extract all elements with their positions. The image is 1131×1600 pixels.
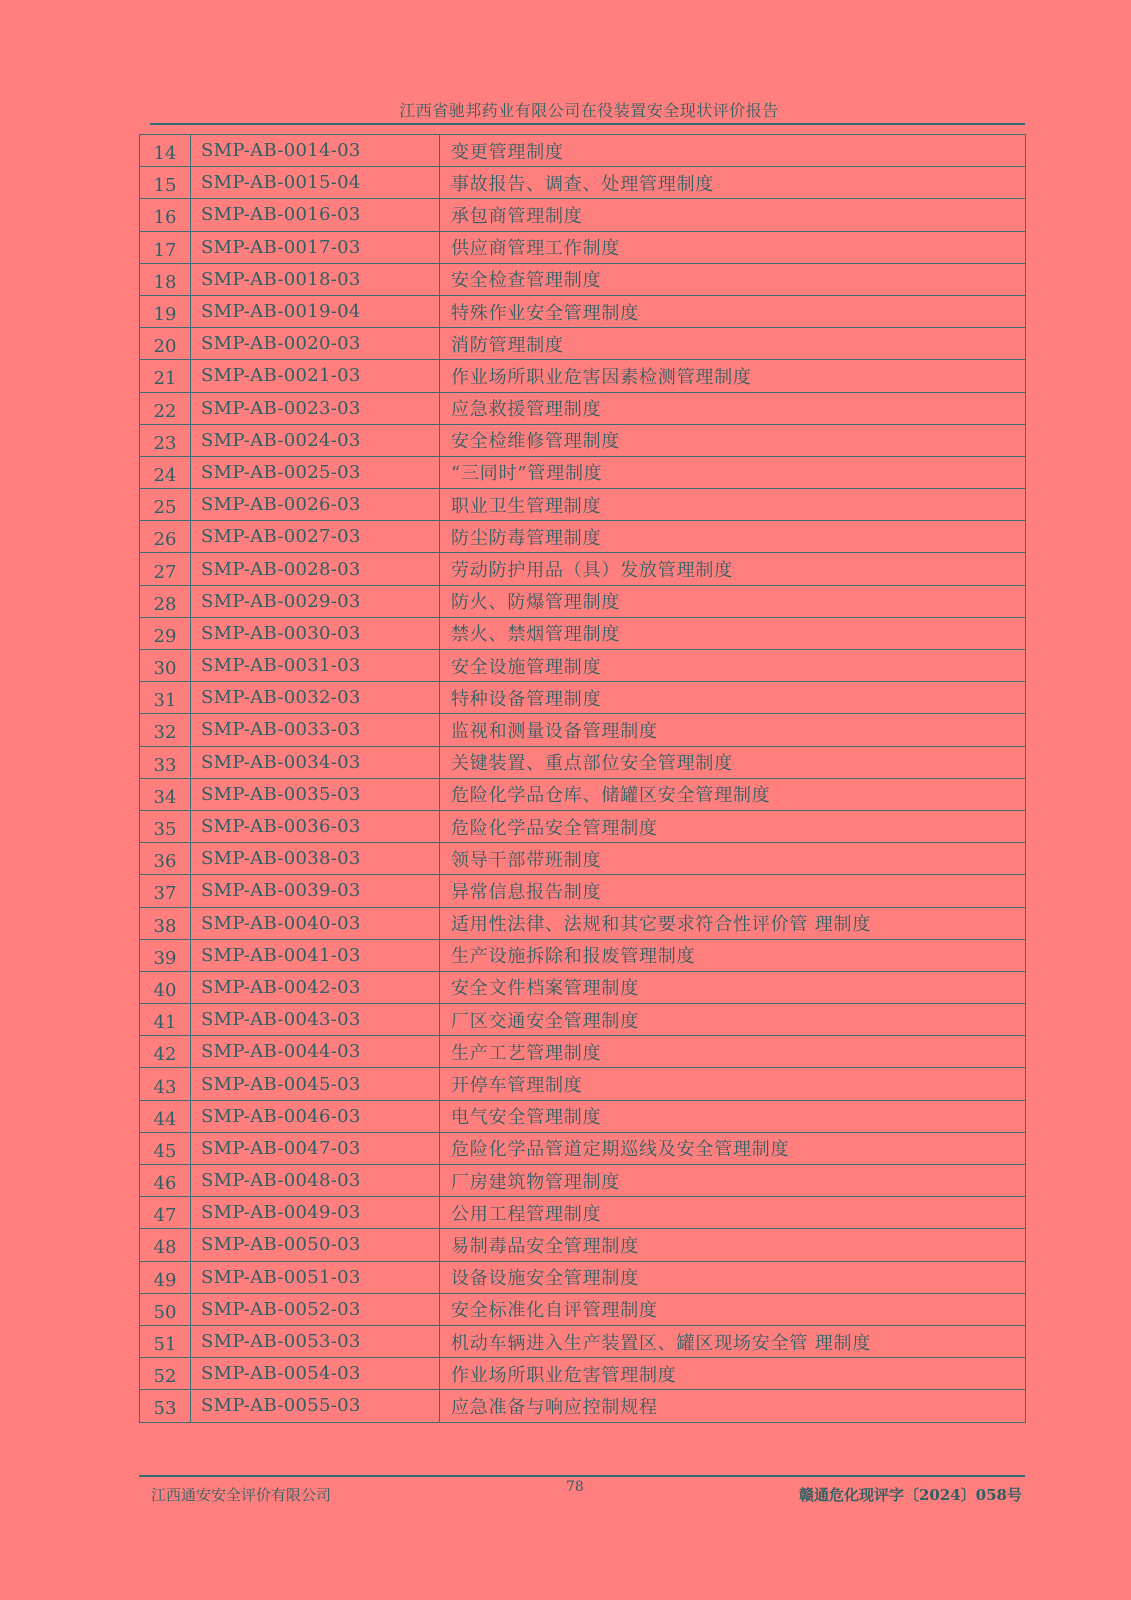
- document-code: SMP-AB-0017-03: [191, 231, 440, 263]
- table-row: [140, 1004, 1026, 1036]
- document-code: SMP-AB-0024-03: [191, 424, 440, 456]
- report-number: 赣通危化现评字〔2024〕058号: [798, 1486, 1022, 1504]
- table-row: [140, 875, 1026, 907]
- table-row: [140, 617, 1026, 649]
- document-code: SMP-AB-0055-03: [191, 1390, 440, 1422]
- table-row: [140, 1165, 1026, 1197]
- table-row: [140, 714, 1026, 746]
- document-name: 劳动防护用品（具）发放管理制度: [440, 553, 1026, 585]
- row-index: 50: [140, 1293, 191, 1325]
- document-code: SMP-AB-0029-03: [191, 585, 440, 617]
- document-code: SMP-AB-0050-03: [191, 1229, 440, 1261]
- row-index: 15: [140, 167, 191, 199]
- row-index: 20: [140, 328, 191, 360]
- document-name: 变更管理制度: [440, 135, 1026, 167]
- document-code: SMP-AB-0039-03: [191, 875, 440, 907]
- row-index: 28: [140, 585, 191, 617]
- document-code: SMP-AB-0052-03: [191, 1293, 440, 1325]
- document-name: 开停车管理制度: [440, 1068, 1026, 1100]
- table-row: [140, 810, 1026, 842]
- document-name: 特殊作业安全管理制度: [440, 295, 1026, 327]
- row-index: 21: [140, 360, 191, 392]
- table-row: [140, 1068, 1026, 1100]
- table-row: [140, 1229, 1026, 1261]
- document-name: 厂房建筑物管理制度: [440, 1165, 1026, 1197]
- document-name: 关键装置、重点部位安全管理制度: [440, 746, 1026, 778]
- document-name: 安全标准化自评管理制度: [440, 1293, 1026, 1325]
- document-code: SMP-AB-0043-03: [191, 1004, 440, 1036]
- document-code: SMP-AB-0016-03: [191, 199, 440, 231]
- document-code: SMP-AB-0047-03: [191, 1132, 440, 1164]
- document-code: SMP-AB-0021-03: [191, 360, 440, 392]
- row-index: 30: [140, 650, 191, 682]
- document-name: 适用性法律、法规和其它要求符合性评价管 理制度: [440, 907, 1026, 939]
- document-code: SMP-AB-0049-03: [191, 1197, 440, 1229]
- header-divider: [150, 123, 1025, 125]
- document-name: 防火、防爆管理制度: [440, 585, 1026, 617]
- document-name: 公用工程管理制度: [440, 1197, 1026, 1229]
- document-code: SMP-AB-0023-03: [191, 392, 440, 424]
- table-row: [140, 553, 1026, 585]
- row-index: 47: [140, 1197, 191, 1229]
- table-row: [140, 939, 1026, 971]
- table-row: [140, 521, 1026, 553]
- row-index: 46: [140, 1165, 191, 1197]
- footer-divider: [139, 1475, 1025, 1477]
- document-code: SMP-AB-0019-04: [191, 295, 440, 327]
- row-index: 42: [140, 1036, 191, 1068]
- table-row: [140, 1197, 1026, 1229]
- row-index: 29: [140, 617, 191, 649]
- row-index: 44: [140, 1100, 191, 1132]
- table-row: [140, 971, 1026, 1003]
- document-name: 应急准备与响应控制规程: [440, 1390, 1026, 1422]
- document-name: 危险化学品安全管理制度: [440, 810, 1026, 842]
- table-row: [140, 199, 1026, 231]
- table-row: [140, 456, 1026, 488]
- row-index: 38: [140, 907, 191, 939]
- document-code: SMP-AB-0028-03: [191, 553, 440, 585]
- row-index: 26: [140, 521, 191, 553]
- document-name: 安全设施管理制度: [440, 650, 1026, 682]
- table-body: [140, 135, 1026, 1423]
- document-name: 防尘防毒管理制度: [440, 521, 1026, 553]
- document-code: SMP-AB-0027-03: [191, 521, 440, 553]
- table-row: [140, 843, 1026, 875]
- document-code: SMP-AB-0044-03: [191, 1036, 440, 1068]
- row-index: 22: [140, 392, 191, 424]
- document-name: 易制毒品安全管理制度: [440, 1229, 1026, 1261]
- document-code: SMP-AB-0054-03: [191, 1358, 440, 1390]
- table-row: [140, 1261, 1026, 1293]
- page-header-title: 江西省驰邦药业有限公司在役装置安全现状评价报告: [399, 101, 779, 120]
- table-row: [140, 135, 1026, 167]
- footer-company: 江西通安安全评价有限公司: [151, 1486, 332, 1504]
- document-code: SMP-AB-0038-03: [191, 843, 440, 875]
- document-name: “三同时”管理制度: [440, 456, 1026, 488]
- document-name: 禁火、禁烟管理制度: [440, 617, 1026, 649]
- document-code: SMP-AB-0026-03: [191, 489, 440, 521]
- row-index: 43: [140, 1068, 191, 1100]
- document-name: 厂区交通安全管理制度: [440, 1004, 1026, 1036]
- document-code: SMP-AB-0030-03: [191, 617, 440, 649]
- document-name: 生产设施拆除和报废管理制度: [440, 939, 1026, 971]
- document-name: 安全检维修管理制度: [440, 424, 1026, 456]
- row-index: 39: [140, 939, 191, 971]
- row-index: 32: [140, 714, 191, 746]
- document-name: 危险化学品管道定期巡线及安全管理制度: [440, 1132, 1026, 1164]
- row-index: 49: [140, 1261, 191, 1293]
- table-row: [140, 585, 1026, 617]
- document-code: SMP-AB-0045-03: [191, 1068, 440, 1100]
- document-code: SMP-AB-0036-03: [191, 810, 440, 842]
- table-row: [140, 746, 1026, 778]
- document-name: 消防管理制度: [440, 328, 1026, 360]
- document-code: SMP-AB-0041-03: [191, 939, 440, 971]
- table-row: [140, 489, 1026, 521]
- document-name: 生产工艺管理制度: [440, 1036, 1026, 1068]
- document-code: SMP-AB-0034-03: [191, 746, 440, 778]
- document-code: SMP-AB-0018-03: [191, 263, 440, 295]
- table-row: [140, 1325, 1026, 1357]
- table-row: [140, 682, 1026, 714]
- document-name: 电气安全管理制度: [440, 1100, 1026, 1132]
- row-index: 16: [140, 199, 191, 231]
- document-code: SMP-AB-0014-03: [191, 135, 440, 167]
- document-name: 监视和测量设备管理制度: [440, 714, 1026, 746]
- row-index: 51: [140, 1325, 191, 1357]
- document-name: 机动车辆进入生产装置区、罐区现场安全管 理制度: [440, 1325, 1026, 1357]
- document-name: 供应商管理工作制度: [440, 231, 1026, 263]
- row-index: 53: [140, 1390, 191, 1422]
- table-row: [140, 1390, 1026, 1422]
- row-index: 36: [140, 843, 191, 875]
- document-name: 事故报告、调查、处理管理制度: [440, 167, 1026, 199]
- document-name: 安全文件档案管理制度: [440, 971, 1026, 1003]
- row-index: 27: [140, 553, 191, 585]
- page-number: 78: [566, 1479, 584, 1495]
- document-code: SMP-AB-0020-03: [191, 328, 440, 360]
- document-code: SMP-AB-0035-03: [191, 778, 440, 810]
- document-code: SMP-AB-0051-03: [191, 1261, 440, 1293]
- row-index: 37: [140, 875, 191, 907]
- row-index: 35: [140, 810, 191, 842]
- table-row: [140, 1293, 1026, 1325]
- row-index: 18: [140, 263, 191, 295]
- row-index: 34: [140, 778, 191, 810]
- row-index: 25: [140, 489, 191, 521]
- document-name: 作业场所职业危害管理制度: [440, 1358, 1026, 1390]
- table-row: [140, 328, 1026, 360]
- document-code: SMP-AB-0033-03: [191, 714, 440, 746]
- row-index: 48: [140, 1229, 191, 1261]
- row-index: 19: [140, 295, 191, 327]
- table-row: [140, 295, 1026, 327]
- row-index: 23: [140, 424, 191, 456]
- row-index: 33: [140, 746, 191, 778]
- table-row: [140, 1036, 1026, 1068]
- table-row: [140, 424, 1026, 456]
- document-code: SMP-AB-0032-03: [191, 682, 440, 714]
- document-name: 特种设备管理制度: [440, 682, 1026, 714]
- document-name: 异常信息报告制度: [440, 875, 1026, 907]
- document-name: 作业场所职业危害因素检测管理制度: [440, 360, 1026, 392]
- row-index: 40: [140, 971, 191, 1003]
- table-row: [140, 778, 1026, 810]
- table-row: [140, 231, 1026, 263]
- document-name: 安全检查管理制度: [440, 263, 1026, 295]
- table-row: [140, 167, 1026, 199]
- table-row: [140, 1358, 1026, 1390]
- document-code: SMP-AB-0042-03: [191, 971, 440, 1003]
- document-name: 危险化学品仓库、储罐区安全管理制度: [440, 778, 1026, 810]
- table-row: [140, 650, 1026, 682]
- document-code: SMP-AB-0053-03: [191, 1325, 440, 1357]
- row-index: 45: [140, 1132, 191, 1164]
- table-row: [140, 1100, 1026, 1132]
- table-row: [140, 392, 1026, 424]
- document-code: SMP-AB-0040-03: [191, 907, 440, 939]
- document-name: 领导干部带班制度: [440, 843, 1026, 875]
- row-index: 31: [140, 682, 191, 714]
- document-code: SMP-AB-0015-04: [191, 167, 440, 199]
- document-code: SMP-AB-0048-03: [191, 1165, 440, 1197]
- document-code: SMP-AB-0025-03: [191, 456, 440, 488]
- management-system-table: [139, 134, 1026, 1423]
- row-index: 24: [140, 456, 191, 488]
- table-row: [140, 360, 1026, 392]
- table-row: [140, 263, 1026, 295]
- document-name: 承包商管理制度: [440, 199, 1026, 231]
- document-name: 设备设施安全管理制度: [440, 1261, 1026, 1293]
- document-name: 职业卫生管理制度: [440, 489, 1026, 521]
- document-code: SMP-AB-0031-03: [191, 650, 440, 682]
- row-index: 14: [140, 135, 191, 167]
- table-row: [140, 1132, 1026, 1164]
- row-index: 17: [140, 231, 191, 263]
- row-index: 52: [140, 1358, 191, 1390]
- document-code: SMP-AB-0046-03: [191, 1100, 440, 1132]
- table-row: [140, 907, 1026, 939]
- document-name: 应急救援管理制度: [440, 392, 1026, 424]
- row-index: 41: [140, 1004, 191, 1036]
